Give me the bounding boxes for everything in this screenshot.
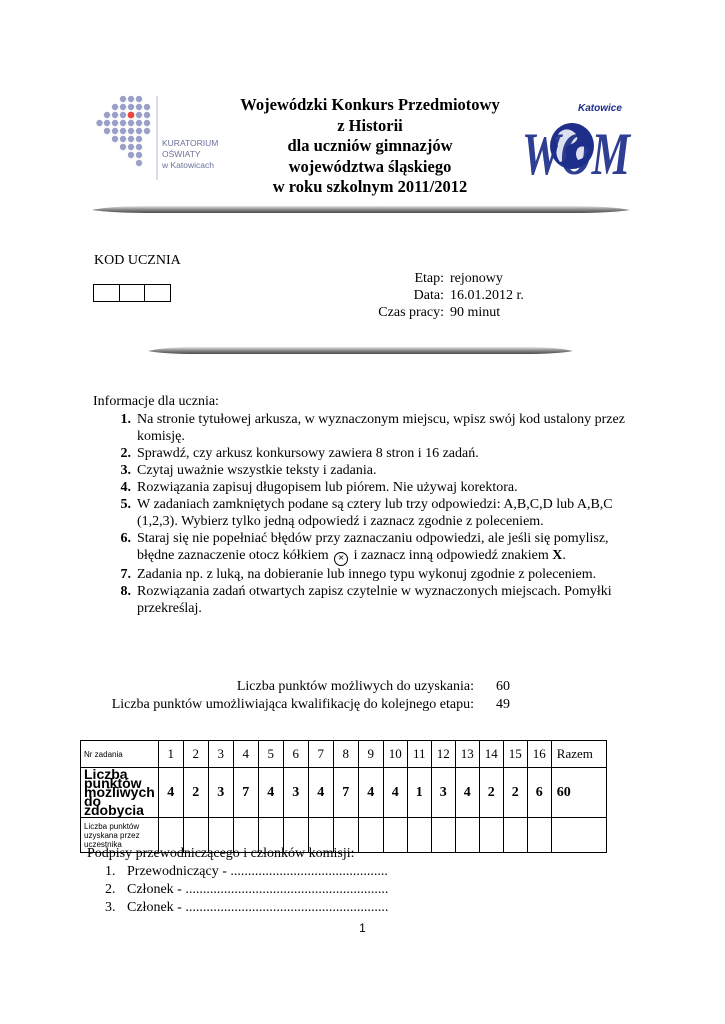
- answer-mark: X: [552, 548, 563, 563]
- points-label: Liczba punktów możliwych do uzyskania:: [236, 679, 474, 694]
- task-number-cell: 12: [431, 741, 455, 768]
- instruction-number: 2.: [120, 446, 131, 461]
- student-code-label: KOD UCZNIA: [94, 253, 181, 268]
- student-code-boxes[interactable]: [93, 284, 171, 302]
- instruction-number: 8.: [120, 584, 131, 599]
- row-label: Liczba punktów możliwych do zdobycia: [81, 768, 159, 818]
- max-points-cell: 7: [333, 768, 358, 818]
- exam-meta: [340, 270, 524, 321]
- instruction-text: Czytaj uważnie wszystkie teksty i zadania.: [137, 463, 377, 478]
- max-points-cell: 3: [208, 768, 233, 818]
- task-number-cell: 14: [479, 741, 503, 768]
- meta-key: Data:: [413, 288, 444, 303]
- max-points-cell: 7: [233, 768, 258, 818]
- table-row-max-points: [81, 768, 607, 818]
- score-table: [80, 740, 607, 853]
- instruction-item: [110, 583, 640, 617]
- signature-number: 1.: [105, 864, 116, 879]
- student-code-box[interactable]: [94, 285, 120, 301]
- instruction-text: Staraj się nie popełniać błędów przy zaznaczaniu odpowiedzi, ale jeśli się pomylisz, błędne zaznaczenie otocz kółkiem × i zaznacz inną odpowiedź znakiem X.: [137, 531, 609, 564]
- row-label: Liczba punktów uzyskana przez uczestnika: [81, 818, 159, 853]
- instructions-title: Informacje dla ucznia:: [93, 394, 219, 409]
- task-number-cell: 7: [308, 741, 333, 768]
- task-number-cell: 3: [208, 741, 233, 768]
- task-number-cell: 16: [527, 741, 551, 768]
- wom-city: Katowice: [578, 103, 622, 114]
- max-points-cell: 1: [407, 768, 431, 818]
- max-points-cell: 4: [455, 768, 479, 818]
- instruction-text: W zadaniach zamkniętych podane są cztery lub trzy odpowiedzi: A,B,C,D lub A,B,C (1,2,3). Wybierz tylko jedną odpowiedź i zaznacz zgodnie z poleceniem.: [137, 497, 613, 529]
- instruction-item: [110, 566, 640, 583]
- signatures-title: Podpisy przewodniczącego i członków komisji:: [87, 846, 355, 861]
- earned-total-cell[interactable]: [551, 818, 606, 853]
- title-line: w roku szkolnym 2011/2012: [272, 177, 468, 196]
- max-points-cell: 3: [431, 768, 455, 818]
- signature-number: 2.: [105, 882, 116, 897]
- max-points-cell: 4: [258, 768, 283, 818]
- points-row-qualify: [90, 696, 510, 714]
- earned-points-cell[interactable]: [479, 818, 503, 853]
- signature-line-chair[interactable]: [105, 863, 388, 881]
- title-line: Wojewódzki Konkurs Przedmiotowy: [240, 95, 500, 114]
- title-line: dla uczniów gimnazjów: [287, 136, 453, 155]
- max-total-cell: 60: [551, 768, 606, 818]
- earned-points-cell[interactable]: [431, 818, 455, 853]
- circled-x-icon: ×: [334, 552, 348, 566]
- instructions-list: [110, 411, 640, 617]
- task-number-cell: 10: [383, 741, 407, 768]
- points-row-max: [90, 678, 510, 696]
- signature-text: Członek - ..........................................................: [127, 882, 389, 897]
- signature-number: 3.: [105, 900, 116, 915]
- points-label: Liczba punktów umożliwiająca kwalifikację do kolejnego etapu:: [111, 697, 474, 712]
- kuratorium-logo: [96, 94, 219, 184]
- task-number-cell: 5: [258, 741, 283, 768]
- instruction-text-part: Staraj się nie popełniać błędów przy zaznaczaniu odpowiedzi, ale jeśli się pomylisz, błędne zaznaczenie otocz kółkiem: [137, 531, 609, 563]
- max-points-cell: 2: [479, 768, 503, 818]
- decorative-divider: [148, 345, 573, 355]
- task-number-cell: 13: [455, 741, 479, 768]
- kuratorium-line-2: OŚWIATY: [162, 149, 201, 159]
- row-label: Nr zadania: [81, 741, 159, 768]
- points-value: 49: [496, 697, 510, 712]
- task-number-cell: 4: [233, 741, 258, 768]
- contest-title: [215, 95, 525, 198]
- instruction-number: 4.: [120, 480, 131, 495]
- instruction-number: 6.: [120, 531, 131, 546]
- meta-row-date: [340, 287, 524, 304]
- kuratorium-line-1: KURATORIUM: [162, 138, 219, 148]
- max-points-cell: 3: [283, 768, 308, 818]
- instruction-item: [110, 530, 640, 566]
- max-points-cell: 4: [308, 768, 333, 818]
- instruction-text: Rozwiązania zapisuj długopisem lub piórem. Nie używaj korektora.: [137, 480, 518, 495]
- instruction-item: [110, 411, 640, 445]
- max-points-cell: 4: [358, 768, 383, 818]
- student-code-box[interactable]: [120, 285, 146, 301]
- kuratorium-line-3: w Katowicach: [162, 160, 214, 170]
- task-number-cell: 6: [283, 741, 308, 768]
- meta-value: 90 minut: [450, 305, 501, 320]
- task-number-cell: 8: [333, 741, 358, 768]
- instruction-number: 5.: [120, 497, 131, 512]
- instruction-text: Zadania np. z luką, na dobieranie lub innego typu wykonuj zgodnie z poleceniem.: [137, 567, 597, 582]
- signature-text: Członek - ..........................................................: [127, 900, 389, 915]
- instruction-text: Sprawdź, czy arkusz konkursowy zawiera 8 stron i 16 zadań.: [137, 446, 479, 461]
- wom-logo: [520, 96, 632, 186]
- instruction-number: 7.: [120, 567, 131, 582]
- instruction-text: Na stronie tytułowej arkusza, w wyznaczonym miejscu, wpisz swój kod ustalony przez komisję.: [137, 412, 625, 444]
- max-points-cell: 2: [183, 768, 208, 818]
- instruction-item: [110, 479, 640, 496]
- instruction-item: [110, 496, 640, 530]
- max-points-cell: 4: [158, 768, 183, 818]
- instruction-item: [110, 445, 640, 462]
- meta-key: Etap:: [414, 271, 444, 286]
- task-number-cell: 11: [407, 741, 431, 768]
- task-number-cell: 15: [503, 741, 527, 768]
- total-header-cell: Razem: [551, 741, 606, 768]
- meta-value: rejonowy: [450, 271, 503, 286]
- wom-mark: WOM: [522, 121, 632, 187]
- max-points-cell: 6: [527, 768, 551, 818]
- signatures-list: [105, 863, 388, 917]
- meta-row-duration: [340, 304, 524, 321]
- earned-points-cell[interactable]: [503, 818, 527, 853]
- title-line: z Historii: [337, 115, 403, 135]
- instruction-text-part: i zaznacz inną odpowiedź znakiem: [353, 548, 549, 563]
- max-points-cell: 4: [383, 768, 407, 818]
- earned-points-cell[interactable]: [527, 818, 551, 853]
- decorative-divider: [92, 204, 630, 214]
- meta-key: Czas pracy:: [378, 305, 444, 320]
- earned-points-cell[interactable]: [358, 818, 383, 853]
- meta-value: 16.01.2012 r.: [450, 288, 524, 303]
- points-value: 60: [496, 679, 510, 694]
- signature-text: Przewodniczący - .............................................: [127, 864, 388, 879]
- instruction-item: [110, 462, 640, 479]
- signature-line-member[interactable]: [105, 881, 388, 899]
- earned-points-cell[interactable]: [383, 818, 407, 853]
- points-summary: [90, 678, 510, 714]
- instruction-text: Rozwiązania zadań otwartych zapisz czytelnie w wyznaczonych miejscach. Pomyłki przekreślaj.: [137, 584, 612, 616]
- task-number-cell: 9: [358, 741, 383, 768]
- instruction-number: 1.: [120, 412, 131, 427]
- task-number-cell: 1: [158, 741, 183, 768]
- max-points-cell: 2: [503, 768, 527, 818]
- signature-line-member[interactable]: [105, 899, 388, 917]
- title-line: województwa śląskiego: [288, 156, 452, 176]
- meta-row-stage: [340, 270, 524, 287]
- earned-points-cell[interactable]: [455, 818, 479, 853]
- earned-points-cell[interactable]: [407, 818, 431, 853]
- table-row-task-numbers: [81, 741, 607, 768]
- instruction-number: 3.: [120, 463, 131, 478]
- page-number: 1: [359, 921, 366, 935]
- student-code-box[interactable]: [145, 285, 170, 301]
- task-number-cell: 2: [183, 741, 208, 768]
